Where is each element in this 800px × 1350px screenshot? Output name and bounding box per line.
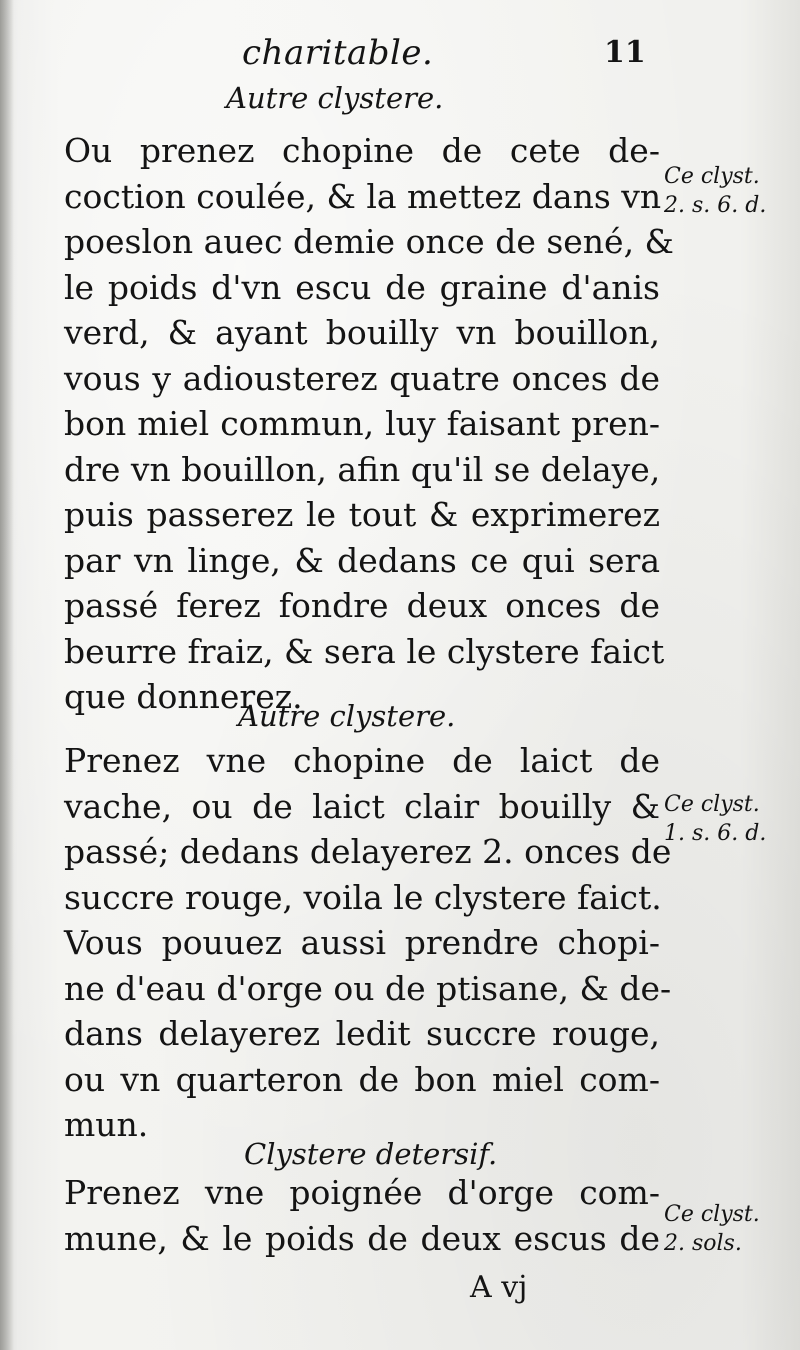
text-line: bon miel commun, luy faisant pren- [64, 404, 660, 443]
margin-note [664, 1200, 794, 1258]
text-line: ne d'eau d'orge ou de ptisane, & de- [64, 968, 672, 1008]
text-line: mun. [64, 1105, 149, 1144]
text-line: vous y adiousterez quatre onces de [64, 358, 660, 398]
text-line: beurre fraiz, & sera le clystere faict [64, 631, 665, 671]
text-line: dans delayerez ledit succre rouge, [64, 1014, 660, 1053]
page-gutter-shadow [0, 0, 14, 1350]
text-line: ou vn quarteron de bon miel com- [64, 1059, 660, 1099]
section-heading: Autre clystere. [238, 699, 456, 733]
margin-note-line: Ce clyst. [664, 792, 760, 817]
text-line: passé ferez fondre deux onces de [64, 586, 660, 625]
text-line: passé; dedans delayerez 2. onces de [64, 832, 672, 871]
margin-note-line: 1. s. 6. d. [664, 821, 767, 846]
margin-note-line: 2. s. 6. d. [664, 193, 767, 218]
section-heading: Autre clystere. [226, 81, 444, 115]
section-body [64, 738, 672, 1148]
text-line: verd, & ayant bouilly vn bouillon, [64, 313, 660, 352]
section-body [64, 1170, 660, 1261]
text-line: vache, ou de laict clair bouilly & [64, 786, 660, 826]
text-line: Prenez vne chopine de laict de [64, 741, 660, 780]
text-line: Prenez vne poignée d'orge com- [64, 1173, 660, 1212]
section-heading: Clystere detersif. [244, 1137, 498, 1171]
text-line: que donnerez. [64, 677, 303, 716]
margin-note [664, 790, 794, 848]
text-line: Ou prenez chopine de cete de- [64, 131, 660, 170]
running-header: charitable. [242, 33, 434, 73]
text-line: mune, & le poids de deux escus de [64, 1218, 660, 1258]
margin-note [664, 162, 794, 220]
section-body [64, 128, 674, 720]
text-line: le poids d'vn escu de graine d'anis [64, 267, 660, 307]
page-number: 11 [604, 35, 646, 70]
margin-note-line: 2. sols. [664, 1231, 742, 1256]
text-line: succre rouge, voila le clystere faict. [64, 877, 662, 917]
text-line: puis passerez le tout & exprimerez [64, 495, 660, 534]
text-line: dre vn bouillon, afin qu'il se delaye, [64, 449, 661, 489]
margin-note-line: Ce clyst. [664, 1202, 760, 1227]
text-line: par vn linge, & dedans ce qui sera [64, 540, 660, 580]
signature-mark: A vj [470, 1270, 528, 1305]
text-line: coction coulée, & la mettez dans vn [64, 176, 662, 216]
margin-note-line: Ce clyst. [664, 164, 760, 189]
text-line: poeslon auec demie once de sené, & [64, 222, 674, 261]
text-line: Vous pouuez aussi prendre chopi- [64, 923, 660, 962]
